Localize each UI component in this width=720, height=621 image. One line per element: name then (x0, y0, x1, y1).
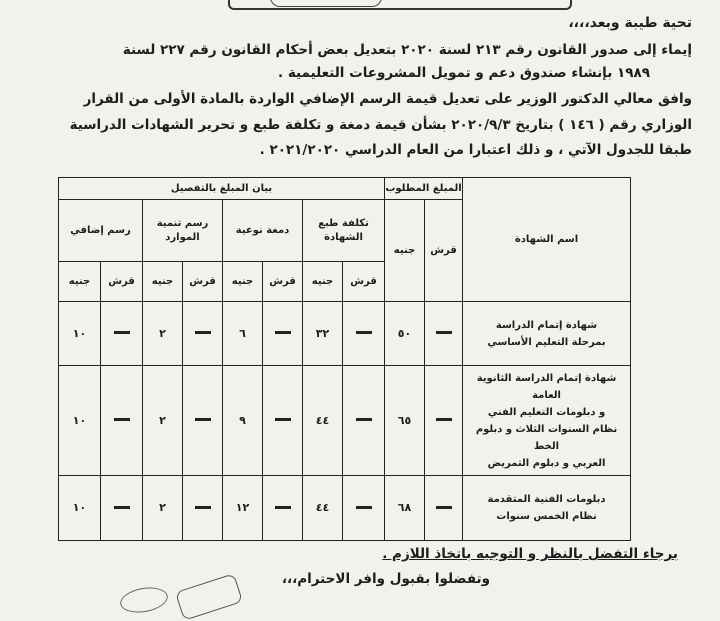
stamp-qirsh (263, 302, 303, 366)
print-qirsh (343, 476, 385, 541)
header-dev-qirsh: قرش (183, 262, 223, 302)
greeting: تحية طيبة وبعد،،،، (568, 15, 692, 31)
official-seal (118, 584, 169, 616)
required-qirsh (425, 302, 463, 366)
print-qirsh (343, 366, 385, 476)
dev-qirsh (183, 302, 223, 366)
required-pound: ٦٥ (385, 366, 425, 476)
certificate-name (463, 476, 631, 541)
stamp-pound: ٦ (223, 302, 263, 366)
certificate-name-line: العربي و دبلوم التمريض (487, 457, 606, 469)
required-pound: ٦٨ (385, 476, 425, 541)
certificate-name-line: شهادة إتمام الدراسة (495, 319, 598, 331)
header-stamp-pound: جنيه (223, 262, 263, 302)
header-development-fee: رسم تنمية الموارد (143, 200, 223, 262)
header-required-amount: المبلغ المطلوب (385, 178, 463, 200)
extra-pound: ١٠ (59, 302, 101, 366)
stamp-qirsh (263, 476, 303, 541)
extra-qirsh (101, 366, 143, 476)
header-stamp-duty: دمغة نوعية (223, 200, 303, 262)
fees-table (58, 177, 631, 541)
header-stamp-qirsh: قرش (263, 262, 303, 302)
header-required-qirsh: قرش (425, 200, 463, 302)
paragraph-1-line-1: إيماء إلى صدور القانون رقم ٢١٣ لسنة ٢٠٢٠ بتعديل بعض أحكام القانون رقم ٢٢٧ لسنة (122, 42, 692, 58)
header-extra-fee: رسم إضافي (59, 200, 143, 262)
stamp-pound: ٩ (223, 366, 263, 476)
certificate-name-line: شهادة إتمام الدراسة الثانوية العامة (476, 372, 617, 401)
certificate-name-line: بمرحلة التعليم الأساسي (487, 336, 606, 348)
dev-qirsh (183, 476, 223, 541)
dev-pound: ٢ (143, 366, 183, 476)
dev-pound: ٢ (143, 476, 183, 541)
official-stamp (175, 573, 243, 621)
certificate-name-line: و دبلومات التعليم الفني (487, 406, 606, 418)
table-row (59, 366, 631, 476)
stamp-qirsh (263, 366, 303, 476)
paragraph-1-line-2: ١٩٨٩ بإنشاء صندوق دعم و تمويل المشروعات التعليمية . (278, 65, 650, 81)
required-qirsh (425, 476, 463, 541)
required-qirsh (425, 366, 463, 476)
print-pound: ٣٢ (303, 302, 343, 366)
paragraph-2-line-2: الوزاري رقم ( ١٤٦ ) بتاريخ ٢٠٢٠/٩/٣ بشأن قيمة دمغة و تكلفة طبع و تحرير الشهادات الدراسية (69, 117, 692, 133)
header-print-pound: جنيه (303, 262, 343, 302)
closing-line: وتفضلوا بقبول وافر الاحترام،،، (281, 571, 490, 587)
table-row (59, 302, 631, 366)
header-required-pound: جنيه (385, 200, 425, 302)
print-qirsh (343, 302, 385, 366)
dev-pound: ٢ (143, 302, 183, 366)
paragraph-2-line-3: طبقا للجدول الآتي ، و ذلك اعتبارا من العام الدراسي ٢٠٢١/٢٠٢٠ . (259, 142, 692, 158)
table-row (59, 476, 631, 541)
header-certificate-name: اسم الشهادة (463, 178, 631, 302)
required-pound: ٥٠ (385, 302, 425, 366)
certificate-name (463, 302, 631, 366)
header-print-qirsh: قرش (343, 262, 385, 302)
header-print-cost: تكلفة طبع الشهادة (303, 200, 385, 262)
stamp-pound: ١٢ (223, 476, 263, 541)
header-amount-details: بيان المبلغ بالتفصيل (59, 178, 385, 200)
header-extra-qirsh: قرش (101, 262, 143, 302)
certificate-name (463, 366, 631, 476)
header-dev-pound: جنيه (143, 262, 183, 302)
request-line: برجاء التفضل بالنظر و التوجيه باتخاذ اللازم . (382, 546, 678, 562)
certificate-name-line: دبلومات الفنية المتقدمة (487, 494, 606, 505)
extra-pound: ١٠ (59, 476, 101, 541)
extra-qirsh (101, 302, 143, 366)
letterhead-stamp (270, 0, 382, 7)
dev-qirsh (183, 366, 223, 476)
paragraph-2-line-1: وافق معالي الدكتور الوزير على تعديل قيمة الرسم الإضافي الواردة بالمادة الأولى من القرار (83, 91, 692, 107)
certificate-name-line: نظام الخمس سنوات (496, 511, 597, 522)
header-extra-pound: جنيه (59, 262, 101, 302)
extra-pound: ١٠ (59, 366, 101, 476)
extra-qirsh (101, 476, 143, 541)
print-pound: ٤٤ (303, 476, 343, 541)
certificate-name-line: نظام السنوات الثلاث و دبلوم الخط (475, 423, 618, 452)
print-pound: ٤٤ (303, 366, 343, 476)
